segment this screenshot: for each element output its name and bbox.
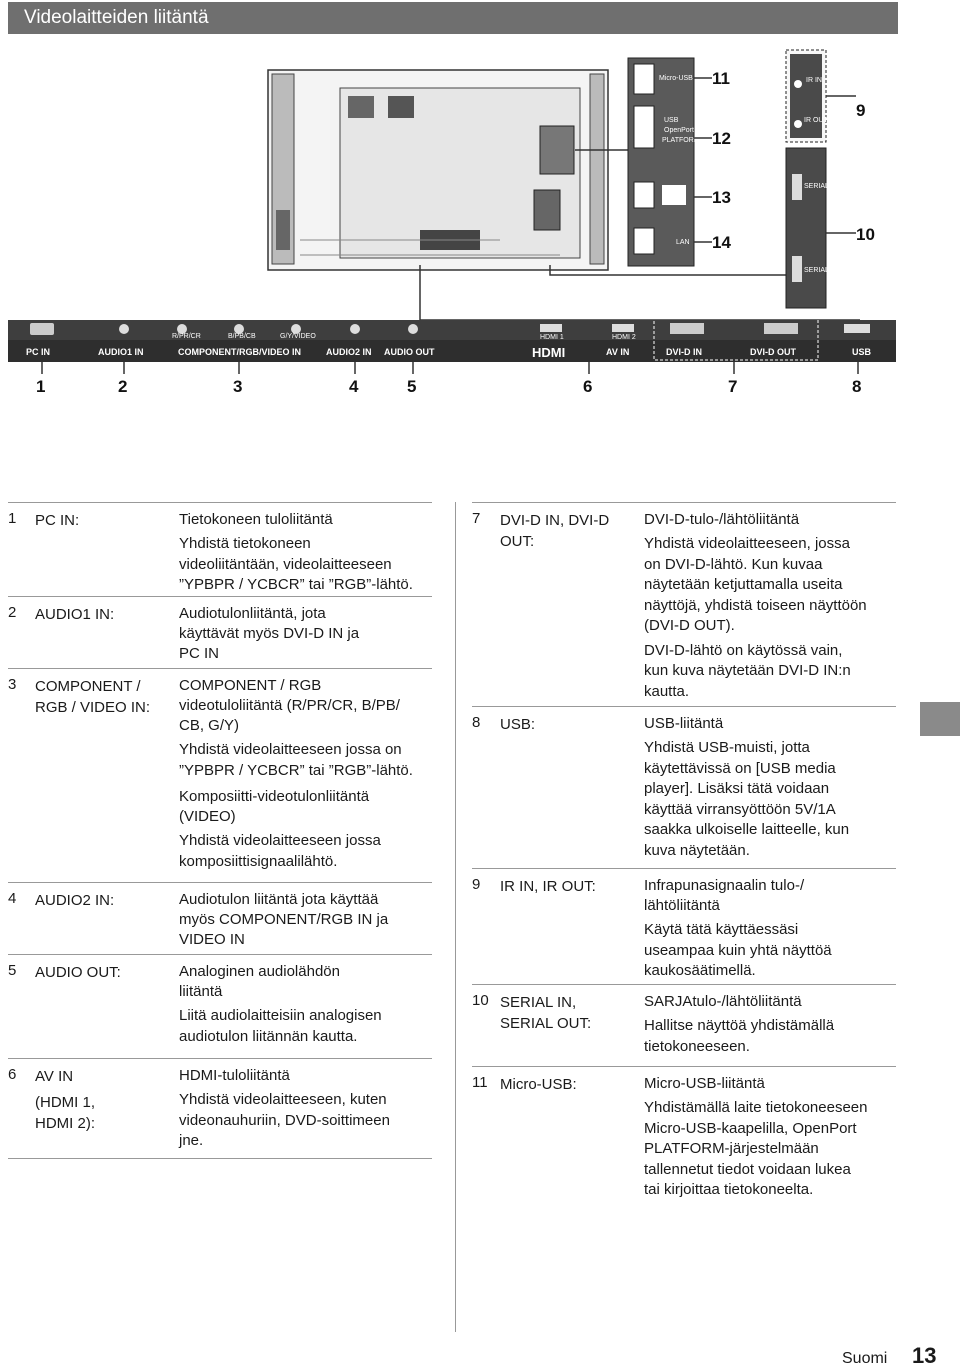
- list-item: [8, 954, 432, 1058]
- item-term: [35, 510, 79, 531]
- component-r-label: R/PR/CR: [172, 333, 201, 340]
- term-line: COMPONENT /: [35, 678, 141, 695]
- desc-line: videoliitäntään, videolaitteeseen: [179, 555, 392, 573]
- connection-diagram: [0, 40, 960, 410]
- item-description: [179, 604, 432, 664]
- desc-line: käyttää virransyöttöön 5V/1A: [644, 800, 836, 818]
- platform-label: PLATFORM: [662, 137, 700, 144]
- dvi-out-label: DVI-D OUT: [750, 347, 796, 357]
- term-line: USB:: [500, 716, 536, 733]
- desc-title-line: CB, G/Y): [179, 717, 240, 734]
- openport-label: OpenPort: [664, 127, 694, 134]
- list-item: [472, 706, 896, 868]
- dvi-in-label: DVI-D IN: [666, 347, 702, 357]
- desc-body: [644, 534, 896, 637]
- serial-out-label: SERIAL OUT: [804, 267, 846, 274]
- desc-line: Yhdistä tietokoneen: [179, 535, 311, 552]
- item-description: [644, 992, 896, 1057]
- hdmi2-label: HDMI 2: [612, 334, 636, 341]
- hdmi-logo: HDMI: [532, 345, 566, 360]
- desc-body: [644, 738, 896, 861]
- desc-line: Käytä tätä käyttäessäsi: [644, 921, 799, 938]
- callout-1: 1: [36, 377, 46, 396]
- item-number: 2: [8, 604, 17, 621]
- audio-out-label: AUDIO OUT: [384, 347, 435, 357]
- callout-13: 13: [712, 188, 731, 207]
- item-description: [179, 962, 432, 1047]
- desc-line: Liitä audiolaitteisiin analogisen: [179, 1007, 382, 1024]
- callout-12: 12: [712, 129, 731, 148]
- component-g-label: G/Y/VIDEO: [280, 333, 316, 340]
- audio-out-jack: [408, 324, 418, 334]
- term-line: SERIAL IN,: [500, 994, 577, 1011]
- item-term: [35, 1066, 95, 1134]
- usb-port: [634, 106, 654, 148]
- list-item: [8, 668, 432, 882]
- list-item: [8, 882, 432, 954]
- table-bottom-rule: [8, 1158, 432, 1159]
- vga-port-icon: [30, 323, 54, 335]
- term-line: AUDIO OUT:: [35, 964, 121, 981]
- item-term: [35, 890, 114, 911]
- serial-port-panel: [786, 148, 826, 308]
- section-title-bar: [8, 2, 898, 34]
- item-number: 3: [8, 676, 17, 693]
- item-description: [644, 510, 896, 702]
- desc-body: [644, 1016, 896, 1057]
- lan-label: LAN: [676, 239, 690, 246]
- desc-body: [644, 920, 896, 982]
- callout-5: 5: [407, 377, 417, 396]
- item-description: [179, 510, 432, 596]
- microsd-logo-icon: [662, 185, 686, 205]
- desc-title-line: PC IN: [179, 645, 220, 662]
- desc-line: ”YPBPR / YCBCR” tai ”RGB”-lähtö.: [179, 576, 413, 593]
- callout-7: 7: [728, 377, 738, 396]
- callout-11: 11: [712, 69, 730, 88]
- callout-3: 3: [233, 377, 243, 396]
- usb-label: USB: [852, 347, 872, 357]
- item-term: [500, 510, 609, 552]
- item-term: [500, 1074, 577, 1095]
- component-b-label: B/PB/CB: [228, 333, 256, 340]
- desc-subtitle: [179, 787, 432, 827]
- hdmi1-label: HDMI 1: [540, 334, 564, 341]
- callout-lines-bottom: [42, 362, 858, 374]
- item-description: [179, 1066, 432, 1152]
- desc-line: audiotulon liitännän kautta.: [179, 1027, 358, 1045]
- desc-line: tallennetut tiedot voidaan lukea: [644, 1160, 851, 1178]
- item-description: [644, 1074, 896, 1201]
- footer-language: Suomi: [842, 1350, 888, 1367]
- desc-title-line: Infrapunasignaalin tulo-/: [644, 877, 805, 894]
- term-line: AV IN: [35, 1068, 74, 1085]
- item-description: [644, 714, 896, 861]
- desc-title-line: lähtöliitäntä: [644, 897, 720, 914]
- desc-title-line: käyttävät myös DVI-D IN ja: [179, 625, 360, 642]
- desc-title-line: Tietokoneen tuloliitäntä: [179, 511, 333, 528]
- desc-title-line: videotuloliitäntä (R/PR/CR, B/PB/: [179, 697, 400, 714]
- term-line: AUDIO1 IN:: [35, 606, 115, 623]
- tv-right-rail: [590, 74, 604, 264]
- desc-line: on DVI-D-lähtö. Kun kuvaa: [644, 555, 823, 573]
- desc-title-line: Komposiitti-videotulonliitäntä: [179, 788, 370, 805]
- ir-in-jack: [794, 80, 802, 88]
- desc-title-line: myös COMPONENT/RGB IN ja: [179, 911, 389, 928]
- item-term: [35, 676, 150, 718]
- audio1-in-label: AUDIO1 IN: [98, 347, 144, 357]
- dvi-out-port: [764, 323, 798, 334]
- desc-line: komposiittisignaalilähtö.: [179, 852, 338, 870]
- item-description: [179, 890, 432, 950]
- desc-line: Yhdistämällä laite tietokoneeseen: [644, 1099, 868, 1116]
- desc-title-line: (VIDEO): [179, 808, 236, 825]
- desc-body: [644, 1098, 896, 1201]
- ir-out-label: IR OUT: [804, 117, 828, 124]
- audio1-jack: [119, 324, 129, 334]
- desc-line: kun kuva näytetään DVI-D IN:n: [644, 662, 851, 679]
- vent-grille: [388, 96, 414, 118]
- term-line: RGB / VIDEO IN:: [35, 699, 151, 716]
- desc-line: kaukosäätimellä.: [644, 962, 756, 979]
- section-title: Videolaitteiden liitäntä: [24, 7, 209, 28]
- tv-connector-block: [540, 126, 574, 174]
- desc-body: [179, 1090, 432, 1152]
- vent-grille: [348, 96, 374, 118]
- term-line: IR IN, IR OUT:: [500, 878, 596, 895]
- desc-line: player]. Lisäksi tätä voidaan: [644, 780, 830, 797]
- list-item: [472, 502, 896, 706]
- term-line: SERIAL OUT:: [500, 1015, 592, 1032]
- column-divider: [455, 502, 456, 1332]
- serial-in-label: SERIAL IN: [804, 183, 838, 190]
- desc-body: [179, 1006, 432, 1047]
- desc-line: Yhdistä videolaitteeseen, jossa: [644, 535, 850, 552]
- callout-6: 6: [583, 377, 593, 396]
- desc-line: näyttöjä, yhdistä toiseen näyttöön: [644, 596, 867, 614]
- desc-line: videonauhuriin, DVD-soittimeen: [179, 1111, 390, 1129]
- callout-8: 8: [852, 377, 862, 396]
- micro-usb-label: Micro-USB: [659, 75, 693, 82]
- desc-line: PLATFORM-järjestelmään: [644, 1140, 819, 1157]
- list-item: [8, 1058, 432, 1158]
- callout-4: 4: [349, 377, 359, 396]
- tv-connector-block: [276, 210, 290, 250]
- desc-line: DVI-D-lähtö on käytössä vain,: [644, 641, 843, 659]
- term-line: PC IN:: [35, 512, 80, 529]
- term-line: AUDIO2 IN:: [35, 892, 115, 909]
- desc-title-line: COMPONENT / RGB: [179, 677, 322, 694]
- desc-line: käytettävissä on [USB media: [644, 759, 836, 777]
- desc-line: Yhdistä videolaitteeseen, kuten: [179, 1091, 387, 1108]
- list-item: [472, 984, 896, 1066]
- list-item: [8, 596, 432, 668]
- desc-title-line: Audiotulon liitäntä jota käyttää: [179, 891, 379, 908]
- desc-title-line: VIDEO IN: [179, 931, 245, 948]
- side-usb-label: USB: [664, 117, 679, 124]
- dvi-in-port: [670, 323, 704, 334]
- ir-in-label: IR IN: [806, 77, 822, 84]
- audio2-in-label: AUDIO2 IN: [326, 347, 372, 357]
- usb-bottom-port: [844, 324, 870, 333]
- page-number: 13: [912, 1343, 937, 1368]
- term-line: Micro-USB:: [500, 1076, 577, 1093]
- callout-14: 14: [712, 233, 731, 252]
- list-item: [8, 502, 432, 594]
- item-number: 1: [8, 510, 17, 527]
- desc-line: Yhdistä USB-muisti, jotta: [644, 739, 810, 756]
- desc-line: jne.: [179, 1132, 204, 1149]
- item-number: 8: [472, 714, 481, 731]
- lan-port: [634, 228, 654, 254]
- desc-title-line: SARJAtulo-/lähtöliitäntä: [644, 993, 802, 1010]
- item-number: 11: [472, 1074, 488, 1091]
- desc-line: tietokoneeseen.: [644, 1037, 750, 1055]
- term-line: OUT:: [500, 533, 535, 550]
- chapter-tab-marker: [920, 702, 960, 736]
- desc-title-line: Micro-USB-liitäntä: [644, 1075, 765, 1092]
- term-line: DVI-D IN, DVI-D: [500, 512, 610, 529]
- desc-line: Hallitse näyttöä yhdistämällä: [644, 1017, 835, 1034]
- item-description: [644, 876, 896, 982]
- desc-line: Micro-USB-kaapelilla, OpenPort: [644, 1119, 857, 1137]
- desc-title-line: liitäntä: [179, 983, 223, 1000]
- list-item: [472, 868, 896, 984]
- desc-line: kuva näytetään.: [644, 841, 750, 859]
- tv-connector-block: [534, 190, 560, 230]
- hdmi1-port: [540, 324, 562, 332]
- audio2-jack: [350, 324, 360, 334]
- item-term: [500, 714, 535, 735]
- callout-9: 9: [856, 101, 866, 120]
- desc-title-line: DVI-D-tulo-/lähtöliitäntä: [644, 511, 800, 528]
- term-line: HDMI 2):: [35, 1115, 95, 1132]
- right-description-column: [472, 502, 896, 1202]
- micro-usb-port: [634, 64, 654, 94]
- term-line: (HDMI 1,: [35, 1094, 95, 1111]
- item-number: 4: [8, 890, 17, 907]
- ir-out-jack: [794, 120, 802, 128]
- item-description: [179, 676, 432, 872]
- desc-title-line: USB-liitäntä: [644, 715, 724, 732]
- desc-title-line: HDMI-tuloliitäntä: [179, 1067, 290, 1084]
- desc-title-line: Audiotulonliitäntä, jota: [179, 605, 326, 622]
- desc-body: [179, 534, 432, 596]
- callout-2: 2: [118, 377, 128, 396]
- hdmi2-port: [612, 324, 634, 332]
- desc-body: [644, 641, 896, 703]
- desc-line: Yhdistä videolaitteeseen jossa: [179, 832, 381, 849]
- serial-in-port: [792, 174, 802, 200]
- av-in-label: AV IN: [606, 347, 630, 357]
- pc-in-label: PC IN: [26, 347, 51, 357]
- desc-body: [179, 740, 432, 781]
- desc-line: kautta.: [644, 682, 690, 700]
- microsd-slot: [634, 182, 654, 208]
- item-number: 10: [472, 992, 489, 1009]
- desc-line: tai kirjoittaa tietokoneelta.: [644, 1181, 814, 1198]
- item-number: 5: [8, 962, 17, 979]
- desc-line: useampaa kuin yhtä näyttöä: [644, 941, 832, 959]
- item-term: [35, 604, 114, 625]
- item-number: 7: [472, 510, 481, 527]
- list-item: [472, 1066, 896, 1200]
- desc-line: Yhdistä videolaitteeseen jossa on: [179, 741, 402, 758]
- desc-title-line: Analoginen audiolähdön: [179, 963, 340, 980]
- item-term: [35, 962, 121, 983]
- item-term: [500, 876, 596, 897]
- item-term: [500, 992, 591, 1034]
- component-in-label: COMPONENT/RGB/VIDEO IN: [178, 347, 302, 357]
- serial-out-port: [792, 256, 802, 282]
- item-number: 9: [472, 876, 481, 893]
- left-description-column: [8, 502, 432, 1162]
- desc-line: näytetään ketjuttamalla useita: [644, 576, 843, 593]
- desc-line: saakka ulkoiselle laitteelle, kun: [644, 821, 850, 838]
- desc-body: [179, 831, 432, 872]
- callout-10: 10: [856, 225, 875, 244]
- desc-line: ”YPBPR / YCBCR” tai ”RGB”-lähtö.: [179, 761, 413, 779]
- item-number: 6: [8, 1066, 17, 1083]
- desc-line: (DVI-D OUT).: [644, 617, 735, 634]
